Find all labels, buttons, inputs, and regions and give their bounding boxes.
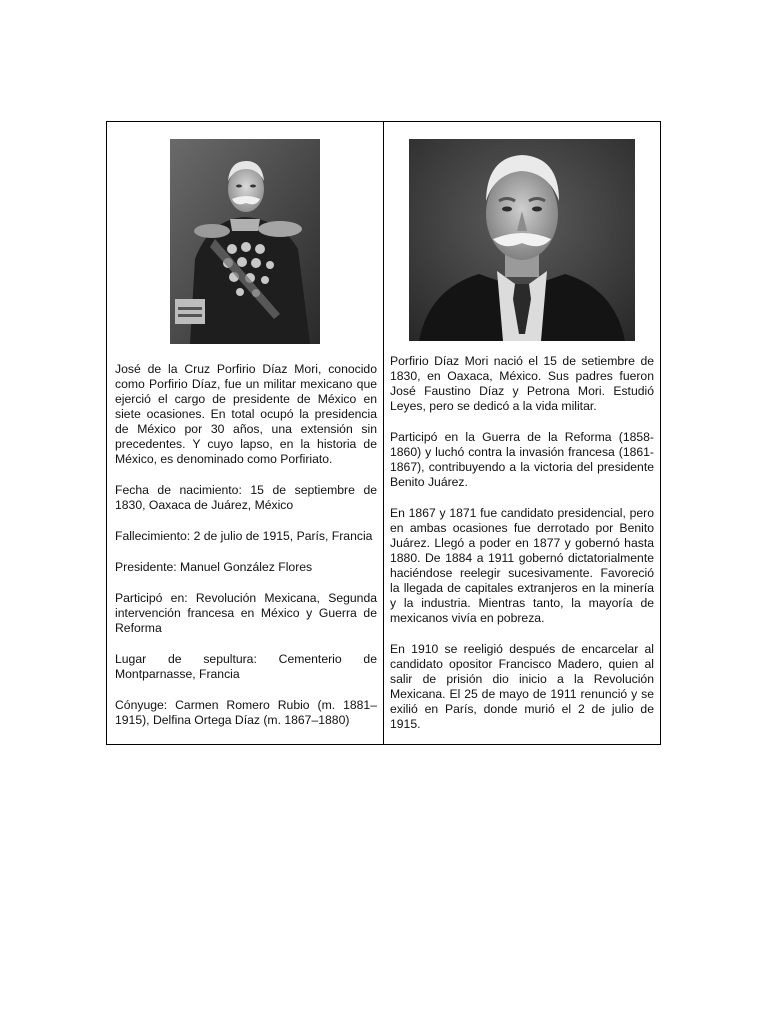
portrait-suit-photo (409, 139, 635, 341)
right-column (384, 122, 660, 744)
participated-paragraph: Participó en: Revolución Mexicana, Segunda intervención francesa en México y Guerra de Reforma (115, 591, 377, 635)
presidency-paragraph: En 1867 y 1871 fue candidato presidencial, pero en ambas ocasiones fue derrotado por Benito Juárez. Llegó a poder en 1877 y gobernó hasta 1880. De 1884 a 1911 gobernó dictatorialmente haciéndose reelegir sucesivamente. Favoreció la llegada de capitales extranjeros en la minería y la industria. Mientras tanto, la mayoría de mexicanos vivía en pobreza. (390, 506, 654, 625)
left-column (107, 122, 384, 744)
portrait-uniform-graphic (170, 139, 320, 344)
left-text-block (115, 362, 377, 744)
right-text-block (390, 354, 654, 748)
death-date-paragraph: Fallecimiento: 2 de julio de 1915, París, Francia (115, 529, 373, 543)
portrait-uniform-photo (170, 139, 320, 344)
spouse-paragraph: Cónyuge: Carmen Romero Rubio (m. 1881–1915), Delfina Ortega Díaz (m. 1867–1880) (115, 698, 377, 727)
birth-date-paragraph: Fecha de nacimiento: 15 de septiembre de 1830, Oaxaca de Juárez, México (115, 483, 377, 512)
portrait-suit-graphic (409, 139, 635, 341)
reform-war-paragraph: Participó en la Guerra de la Reforma (1858-1860) y luchó contra la invasión francesa (1861-1867), contribuyendo a la victoria del presidente Benito Juárez. (390, 430, 654, 489)
president-paragraph: Presidente: Manuel González Flores (115, 560, 313, 574)
exile-paragraph: En 1910 se reeligió después de encarcelar al candidato opositor Francisco Madero, quien al salir de prisión dio inicio a la Revolución Mexicana. El 25 de mayo de 1911 renunció y se exilió en París, donde murió el 2 de julio de 1915. (390, 642, 654, 731)
birth-paragraph: Porfirio Díaz Mori nació el 15 de setiembre de 1830, en Oaxaca, México. Sus padres fueron José Faustino Díaz y Petrona Mori. Estudió Leyes, pero se dedicó a la vida militar. (390, 354, 654, 413)
burial-paragraph: Lugar de sepultura: Cementerio de Montparnasse, Francia (115, 652, 377, 681)
biography-paragraph: José de la Cruz Porfirio Díaz Mori, conocido como Porfirio Díaz, fue un militar mexicano que ejerció el cargo de presidente de México en siete ocasiones. En total ocupó la presidencia de México por 30 años, una extensión sin precedentes. Y cuyo lapso, en la historia de México, es denominado como Porfiriato. (115, 362, 377, 466)
document-table (106, 121, 661, 745)
